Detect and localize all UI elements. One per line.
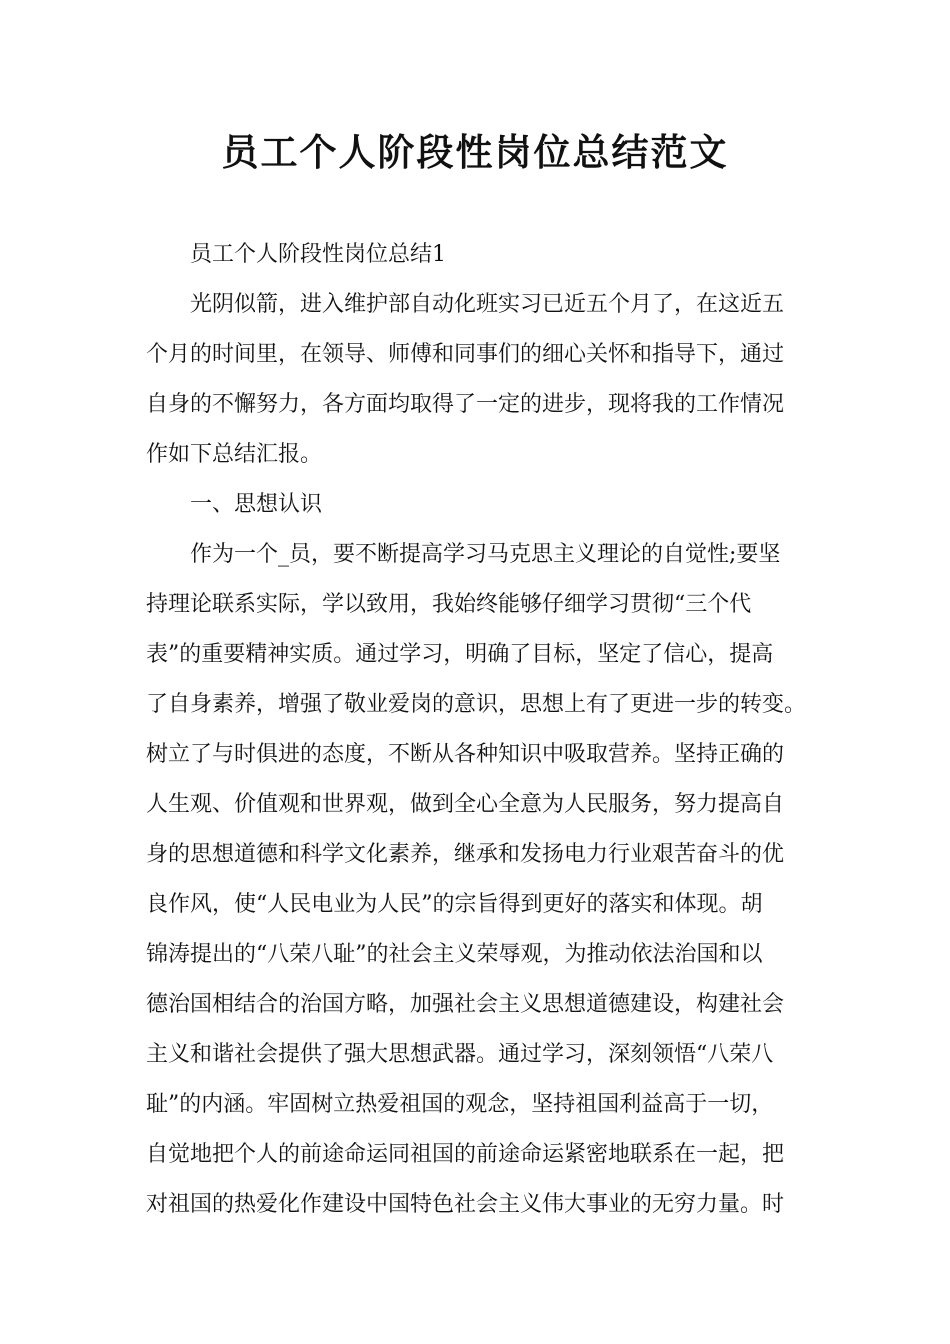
document-title: 员工个人阶段性岗位总结范文	[221, 131, 729, 174]
text-line: 员工个人阶段性岗位总结1	[190, 242, 446, 267]
text-line: 持理论联系实际，学以致用，我始终能够仔细学习贯彻“三个代	[146, 592, 752, 617]
document-body	[146, 230, 818, 1230]
text-line: 良作风，使“人民电业为人民”的宗旨得到更好的落实和体现。胡	[146, 892, 763, 917]
text-line: 表”的重要精神实质。通过学习，明确了目标，坚定了信心，提高	[146, 642, 774, 667]
text-line: 个月的时间里，在领导、师傅和同事们的细心关怀和指导下，通过	[146, 342, 785, 367]
text-line: 对祖国的热爱化作建设中国特色社会主义伟大事业的无穷力量。时	[146, 1192, 785, 1217]
text-line: 树立了与时俱进的态度，不断从各种知识中吸取营养。坚持正确的	[146, 742, 785, 767]
text-line: 了自身素养，增强了敬业爱岗的意识，思想上有了更进一步的转变。	[146, 692, 807, 717]
text-line: 德治国相结合的治国方略，加强社会主义思想道德建设，构建社会	[146, 992, 785, 1017]
text-line: 人生观、价值观和世界观，做到全心全意为人民服务，努力提高自	[146, 792, 785, 817]
text-line: 光阴似箭，进入维护部自动化班实习已近五个月了，在这近五	[190, 292, 785, 317]
text-line: 耻”的内涵。牢固树立热爱祖国的观念，坚持祖国利益高于一切，	[146, 1092, 774, 1117]
text-line: 锦涛提出的“八荣八耻”的社会主义荣辱观，为推动依法治国和以	[146, 942, 763, 967]
text-line: 作如下总结汇报。	[146, 442, 323, 467]
text-line: 自身的不懈努力，各方面均取得了一定的进步，现将我的工作情况	[146, 392, 785, 417]
text-line: 作为一个_员，要不断提高学习马克思主义理论的自觉性;要坚	[190, 542, 781, 567]
text-line: 自觉地把个人的前途命运同祖国的前途命运紧密地联系在一起，把	[146, 1142, 785, 1167]
text-line: 身的思想道德和科学文化素养，继承和发扬电力行业艰苦奋斗的优	[146, 842, 785, 867]
text-line: 一、思想认识	[190, 492, 323, 517]
text-line: 主义和谐社会提供了强大思想武器。通过学习，深刻领悟“八荣八	[146, 1042, 774, 1067]
